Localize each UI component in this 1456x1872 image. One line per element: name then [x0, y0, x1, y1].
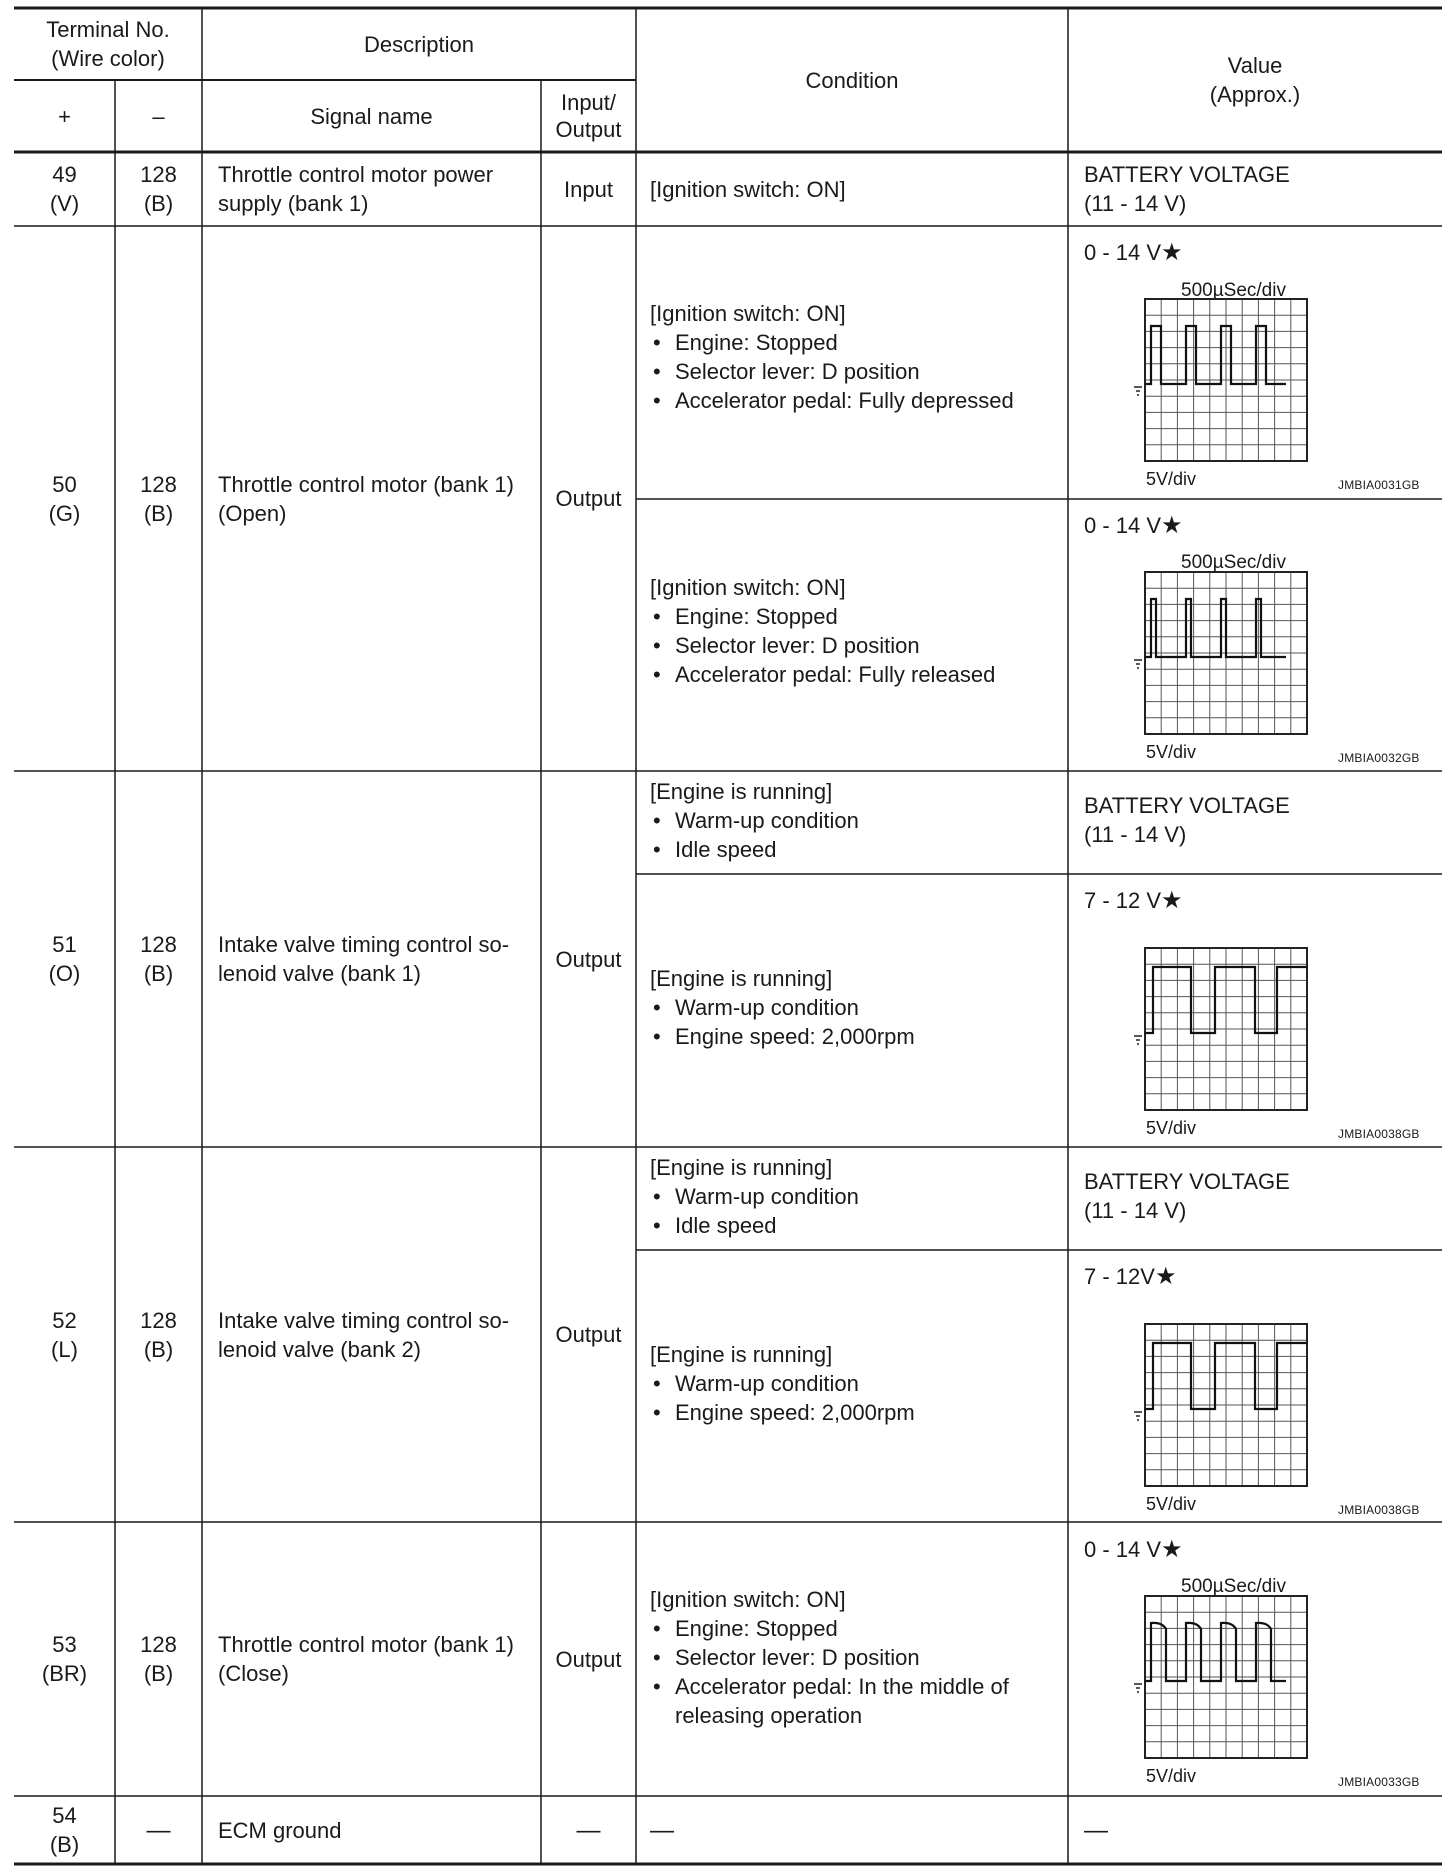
time-scale: 500µSec/div — [1181, 552, 1286, 573]
signal-line: (Close) — [218, 1661, 289, 1686]
signal-name — [202, 152, 541, 226]
signal-line: (Open) — [218, 500, 287, 526]
bullet-text: Selector lever: D position — [675, 633, 920, 658]
oscilloscope-waveform — [1124, 298, 1308, 474]
condition-bullet — [650, 835, 1060, 864]
signal-line: Throttle control motor power — [218, 162, 494, 187]
voltage-value — [1084, 1262, 1176, 1291]
condition — [650, 1585, 1055, 1730]
condition-head: [Ignition switch: ON] — [650, 301, 846, 326]
io-text: Output — [555, 1322, 622, 1347]
star-icon: ★ — [1161, 887, 1183, 914]
condition-bullet — [650, 1672, 1055, 1730]
bullet-text: Accelerator pedal: Fully released — [675, 662, 996, 687]
condition-bullet — [650, 631, 1060, 660]
condition-head: [Engine is running] — [650, 1342, 833, 1367]
wire-color: (B) — [49, 1832, 80, 1857]
header-signal-name — [202, 80, 541, 152]
bullet-text: Idle speed — [675, 837, 777, 862]
wire-color: (O) — [48, 961, 81, 986]
header-input-output — [541, 80, 636, 152]
value-line: (11 - 14 V) — [1084, 191, 1187, 216]
bullet-icon: • — [653, 1645, 661, 1670]
signal-line: Intake valve timing control so- — [218, 932, 510, 957]
figure-code: JMBIA0033GB — [1338, 1775, 1420, 1789]
condition-head: [Ignition switch: ON] — [650, 1587, 846, 1612]
io-type — [541, 152, 636, 226]
io-text: Output — [555, 946, 622, 972]
io-type — [541, 771, 636, 1147]
signal-name — [202, 771, 541, 1147]
bullet-icon: • — [653, 808, 661, 833]
value-line: BATTERY VOLTAGE — [1084, 793, 1290, 818]
signal-line: Intake valve timing control so- — [218, 1307, 510, 1333]
terminal-minus — [115, 771, 202, 1147]
bullet-icon: • — [653, 330, 661, 355]
voltage-text: 0 - 14 V — [1084, 240, 1162, 265]
value-text: — — [1084, 1816, 1108, 1844]
terminal-plus — [14, 152, 115, 226]
terminal-plus — [14, 226, 115, 771]
signal-line: lenoid valve (bank 2) — [218, 1336, 422, 1362]
wire-color: (BR) — [41, 1661, 88, 1686]
terminal-number: 49 — [52, 162, 77, 187]
voltage-text: 7 - 12V — [1084, 1264, 1155, 1289]
header-condition-text: Condition — [805, 67, 899, 93]
bullet-icon: • — [653, 633, 661, 658]
figure-code: JMBIA0031GB — [1338, 478, 1420, 492]
header-terminal-no: Terminal No. — [46, 17, 170, 42]
signal-name — [202, 1147, 541, 1522]
bullet-icon: • — [653, 359, 661, 384]
time-scale: 500µSec/div — [1181, 280, 1286, 301]
oscilloscope-waveform — [1124, 1323, 1308, 1499]
header-io-line1: Input/ — [560, 90, 617, 115]
condition-bullet — [650, 386, 1060, 415]
condition-bullet — [650, 660, 1060, 689]
condition-head: [Engine is running] — [650, 966, 833, 991]
value-line: (11 - 14 V) — [1084, 1198, 1187, 1223]
condition-bullet — [650, 602, 1060, 631]
wire-color: (B) — [143, 1661, 174, 1686]
figure-code: JMBIA0038GB — [1338, 1127, 1420, 1141]
io-type — [541, 1522, 636, 1796]
wire-color: (B) — [143, 500, 174, 526]
condition — [650, 299, 1060, 415]
voltage-value — [1084, 511, 1183, 540]
bullet-icon: • — [653, 1024, 661, 1049]
header-minus — [115, 80, 202, 152]
voltage-value — [1084, 886, 1183, 915]
bullet-icon: • — [653, 1674, 661, 1699]
header-description — [202, 8, 636, 80]
bullet-icon: • — [653, 1371, 661, 1396]
condition-bullet — [650, 1211, 1060, 1240]
bullet-text: Engine: Stopped — [675, 1616, 838, 1641]
value-line: BATTERY VOLTAGE — [1084, 162, 1290, 187]
condition-head: [Engine is running] — [650, 1155, 833, 1180]
wire-color: (B) — [143, 191, 174, 216]
condition — [636, 152, 1068, 226]
bullet-text: Warm-up condition — [675, 808, 859, 833]
terminal-number: 128 — [140, 932, 177, 957]
figure-code: JMBIA0032GB — [1338, 751, 1420, 765]
terminal-minus — [115, 1796, 202, 1864]
wire-color: (V) — [49, 191, 80, 216]
value — [1068, 1796, 1442, 1864]
signal-line: supply (bank 1) — [218, 191, 369, 216]
value-line: (11 - 14 V) — [1084, 822, 1187, 847]
terminal-minus — [115, 1522, 202, 1796]
signal-name — [202, 226, 541, 771]
io-type — [541, 226, 636, 771]
condition-text: — — [650, 1816, 674, 1844]
bullet-icon: • — [653, 1400, 661, 1425]
voltage-value — [1084, 238, 1183, 267]
wire-color: (L) — [51, 1336, 78, 1362]
value — [1068, 152, 1442, 226]
io-type — [541, 1147, 636, 1522]
header-value — [1068, 8, 1442, 152]
terminal-number: 128 — [140, 1632, 177, 1657]
header-signal-name-text: Signal name — [310, 103, 433, 129]
bullet-text: Engine speed: 2,000rpm — [675, 1024, 915, 1049]
header-io-line2: Output — [555, 117, 622, 142]
condition-head: [Ignition switch: ON] — [650, 176, 846, 202]
bullet-text: Warm-up condition — [675, 1371, 859, 1396]
condition — [636, 1796, 1068, 1864]
bullet-icon: • — [653, 1616, 661, 1641]
bullet-text: Engine speed: 2,000rpm — [675, 1400, 915, 1425]
signal-line: Throttle control motor (bank 1) — [218, 471, 514, 497]
time-scale: 500µSec/div — [1181, 1576, 1286, 1597]
terminal-number: 51 — [52, 932, 77, 957]
signal-name — [202, 1796, 541, 1864]
condition-head: [Engine is running] — [650, 779, 833, 804]
header-value-text: Value — [1227, 53, 1283, 78]
io-text: Input — [564, 176, 613, 202]
star-icon: ★ — [1161, 512, 1183, 539]
bullet-icon: • — [653, 837, 661, 862]
voltage-scale: 5V/div — [1146, 1494, 1197, 1514]
oscilloscope-waveform — [1124, 571, 1308, 747]
bullet-icon: • — [653, 1184, 661, 1209]
condition-bullet — [650, 993, 1060, 1022]
condition — [650, 964, 1060, 1051]
condition — [650, 573, 1060, 689]
condition-bullet — [650, 1398, 1060, 1427]
condition-bullet — [650, 806, 1060, 835]
signal-line: ECM ground — [218, 1817, 342, 1843]
voltage-scale: 5V/div — [1146, 469, 1197, 489]
voltage-scale: 5V/div — [1146, 742, 1197, 762]
wire-color: (B) — [143, 961, 174, 986]
bullet-icon: • — [653, 662, 661, 687]
terminal-plus — [14, 1796, 115, 1864]
wire-color: (B) — [143, 1336, 174, 1362]
bullet-text: Accelerator pedal: In the middle of releasing operation — [675, 1674, 1009, 1728]
terminal-plus — [14, 771, 115, 1147]
bullet-icon: • — [653, 1213, 661, 1238]
condition — [650, 1153, 1060, 1240]
header-minus-text: – — [152, 103, 165, 129]
terminal-minus — [115, 152, 202, 226]
header-plus-text: + — [58, 103, 71, 129]
value-line: BATTERY VOLTAGE — [1084, 1169, 1290, 1194]
io-text: Output — [555, 486, 622, 511]
star-icon: ★ — [1161, 1536, 1183, 1563]
bullet-text: Engine: Stopped — [675, 330, 838, 355]
condition — [650, 1340, 1060, 1427]
condition-head: [Ignition switch: ON] — [650, 575, 846, 600]
terminal-minus — [115, 226, 202, 771]
figure-code: JMBIA0038GB — [1338, 1503, 1420, 1517]
bullet-text: Selector lever: D position — [675, 359, 920, 384]
voltage-text: 0 - 14 V — [1084, 1537, 1162, 1562]
header-terminal — [14, 8, 202, 80]
condition-bullet — [650, 1022, 1060, 1051]
signal-name — [202, 1522, 541, 1796]
value — [1084, 791, 1290, 849]
header-plus — [14, 80, 115, 152]
header-description-text: Description — [363, 31, 475, 57]
header-approx-text: (Approx.) — [1209, 82, 1301, 107]
header-condition — [636, 8, 1068, 152]
terminal-number: 54 — [52, 1803, 77, 1828]
condition-bullet — [650, 1614, 1055, 1643]
bullet-text: Accelerator pedal: Fully depressed — [675, 388, 1014, 413]
bullet-icon: • — [653, 604, 661, 629]
io-text: — — [576, 1816, 601, 1844]
terminal-number: — — [146, 1816, 171, 1844]
value — [1084, 1167, 1290, 1225]
signal-line: lenoid valve (bank 1) — [218, 961, 422, 986]
oscilloscope-waveform — [1124, 947, 1308, 1123]
terminal-number: 52 — [52, 1307, 77, 1333]
voltage-text: 7 - 12 V — [1084, 888, 1162, 913]
star-icon: ★ — [1154, 1263, 1177, 1290]
voltage-scale: 5V/div — [1146, 1118, 1197, 1138]
condition-bullet — [650, 328, 1060, 357]
voltage-scale: 5V/div — [1146, 1766, 1197, 1786]
bullet-text: Selector lever: D position — [675, 1645, 920, 1670]
condition-bullet — [650, 1369, 1060, 1398]
bullet-text: Warm-up condition — [675, 1184, 859, 1209]
terminal-minus — [115, 1147, 202, 1522]
bullet-icon: • — [653, 995, 661, 1020]
terminal-number: 128 — [140, 471, 177, 497]
terminal-number: 50 — [52, 471, 77, 497]
star-icon: ★ — [1161, 239, 1183, 266]
bullet-text: Engine: Stopped — [675, 604, 838, 629]
terminal-number: 128 — [140, 162, 177, 187]
voltage-value — [1084, 1535, 1183, 1564]
bullet-text: Idle speed — [675, 1213, 777, 1238]
terminal-plus — [14, 1522, 115, 1796]
bullet-icon: • — [653, 388, 661, 413]
io-type — [541, 1796, 636, 1864]
condition-bullet — [650, 1182, 1060, 1211]
io-text: Output — [555, 1646, 622, 1672]
terminal-number: 128 — [140, 1307, 177, 1333]
wire-color: (G) — [48, 500, 81, 526]
header-wire-color: (Wire color) — [51, 46, 165, 71]
bullet-text: Warm-up condition — [675, 995, 859, 1020]
condition-bullet — [650, 357, 1060, 386]
condition — [650, 777, 1060, 864]
voltage-text: 0 - 14 V — [1084, 513, 1162, 538]
oscilloscope-waveform — [1124, 1595, 1308, 1771]
terminal-plus — [14, 1147, 115, 1522]
condition-bullet — [650, 1643, 1055, 1672]
signal-line: Throttle control motor (bank 1) — [218, 1632, 514, 1657]
terminal-number: 53 — [52, 1632, 77, 1657]
